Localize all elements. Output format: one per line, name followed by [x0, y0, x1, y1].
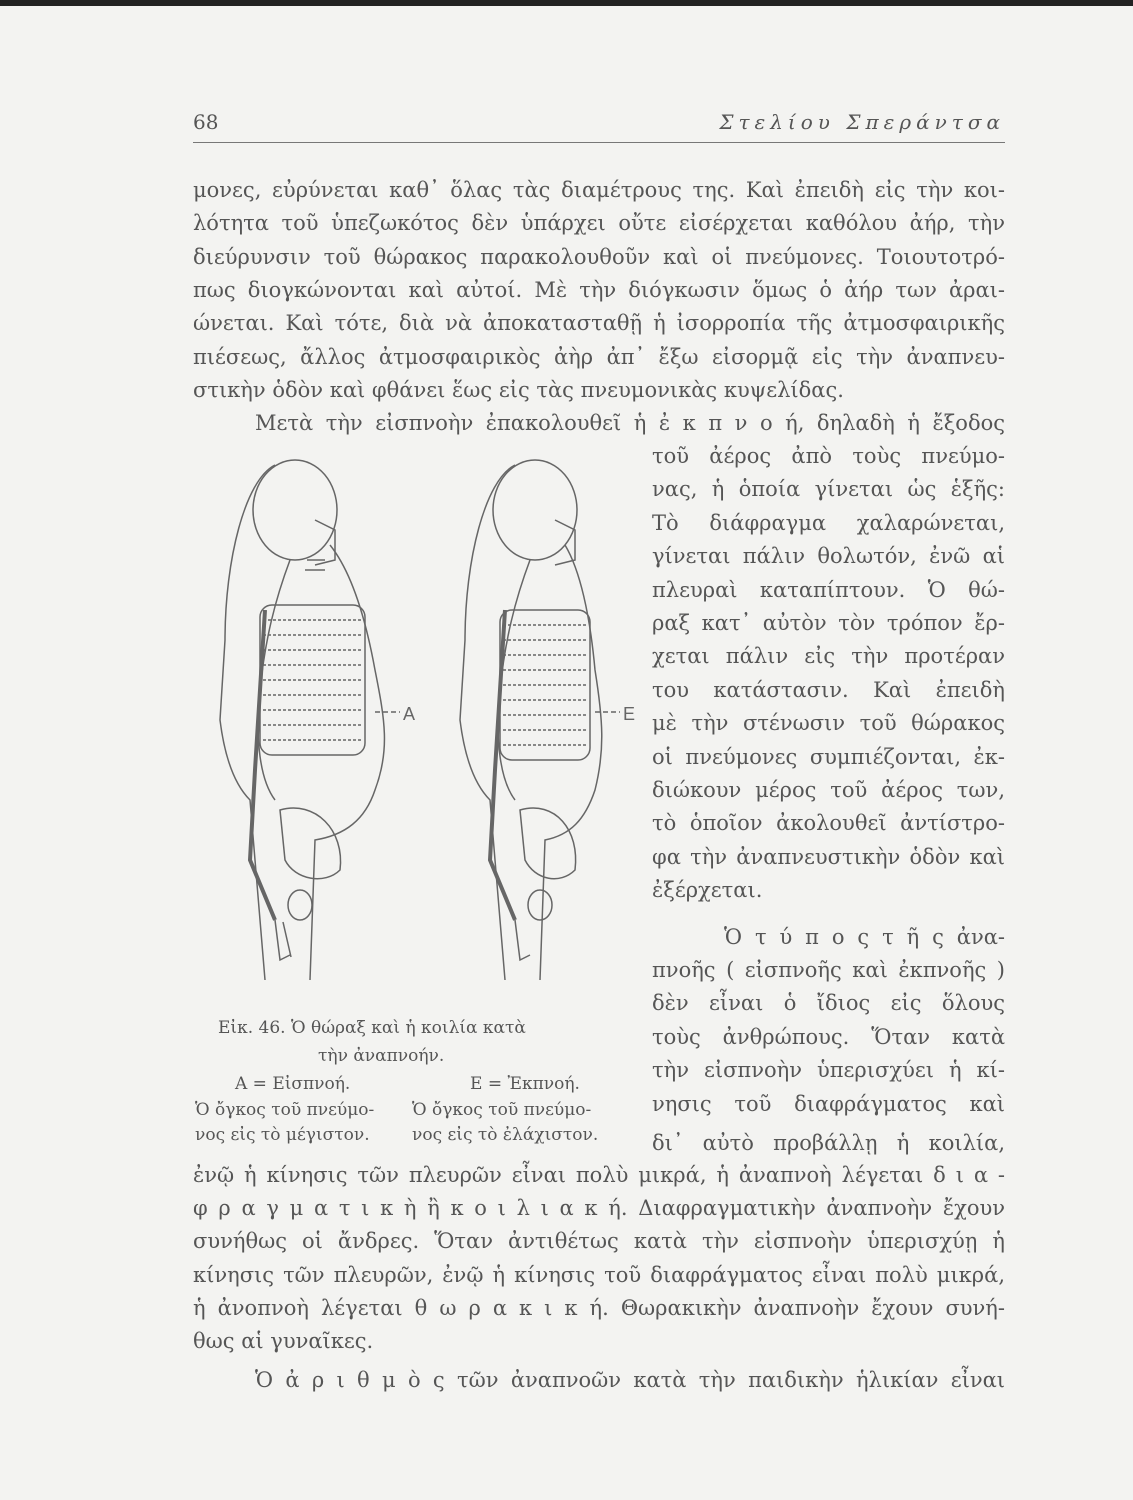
text-line: κίνησις τῶν πλευρῶν, ἐνῷ ἡ κίνησις τοῦ διαφράγματος εἶναι πολὺ μικρά, — [193, 1262, 1005, 1287]
text-line: δι᾽ αὐτὸ προβάλλῃ ἡ κοιλία, — [652, 1131, 1005, 1155]
text-line: ραξ κατ᾽ αὐτὸν τὸν τρόπον ἔρ- — [652, 611, 1005, 635]
text-line: λότητα τοῦ ὑπεζωκότος δὲν ὑπάρχει οὔτε εἰσέρχεται καθόλου ἀήρ, τὴν — [193, 211, 1005, 236]
text-line: χεται πάλιν εἰς τὴν προτέραν — [652, 644, 1005, 669]
figure-caption-cont: τὴν ἀναπνοήν. — [318, 1046, 445, 1066]
label-a: A — [403, 704, 416, 724]
text-line: ἡ ἀνοπνοὴ λέγεται θ ω ρ α κ ι κ ή. Θωρακικὴν ἀναπνοὴν ἔχουν συνή- — [193, 1295, 1005, 1320]
text-line: Τὸ διάφραγμα χαλαρώνεται, — [652, 510, 1005, 535]
text-line: φ ρ α γ μ α τ ι κ ὴ ἢ κ ο ι λ ι α κ ή. Διαφραγματικὴν ἀναπνοὴν ἔχουν — [193, 1196, 1005, 1221]
note-a-2: νος εἰς τὸ μέγιστον. — [195, 1125, 370, 1145]
ribcage-exhale — [500, 610, 590, 760]
text-line: νας, ἡ ὁποία γίνεται ὡς ἑξῆς: — [652, 477, 1005, 502]
skeleton-exhale — [460, 460, 620, 980]
running-header-author: Στελίου Σπεράντσα — [719, 110, 1005, 134]
note-a-1: Ὁ ὄγκος τοῦ πνεύμο- — [195, 1100, 375, 1120]
scan-edge — [0, 0, 1133, 6]
legend-e: Ε = Ἐκπνοή. — [470, 1074, 580, 1094]
text-line: διώκουν μέρος τοῦ ἀέρος των, — [652, 778, 1005, 802]
text-line: δὲν εἶναι ὁ ἴδιος εἰς ὅλους — [652, 991, 1005, 1016]
text-line: πιέσεως, ἄλλος ἀτμοσφαιρικὸς ἀὴρ ἀπ᾽ ἔξω εἰσορμᾷ εἰς τὴν ἀναπνευ- — [193, 344, 1005, 369]
text-line: νησις τοῦ διαφράγματος καὶ — [652, 1091, 1005, 1116]
text-line: Μετὰ τὴν εἰσπνοὴν ἐπακολουθεῖ ἡ ἐ κ π ν ο ή, δηλαδὴ ἡ ἔξοδος — [255, 411, 1005, 436]
text-line: πως διογκώνονται καὶ αὐτοί. Μὲ τὴν διόγκωσιν ὅμως ὁ ἀήρ των ἀραι- — [193, 277, 1005, 302]
text-line: στικὴν ὁδὸν καὶ φθάνει ἕως εἰς τὰς πνευμονικὰς κυψελίδας. — [193, 377, 844, 402]
text-line: ἐξέρχεται. — [652, 878, 763, 903]
text-line: μὲ τὴν στένωσιν τοῦ θώρακος — [652, 711, 1005, 736]
page-number: 68 — [193, 110, 219, 134]
text-line: πνοῆς ( εἰσπνοῆς καὶ ἐκπνοῆς ) — [652, 958, 1005, 982]
note-e-1: Ὁ ὄγκος τοῦ πνεύμο- — [412, 1100, 592, 1120]
text-line: διεύρυνσιν τοῦ θώρακος παρακολουθοῦν καὶ οἱ πνεύμονες. Τοιουτοτρό- — [193, 244, 1005, 269]
text-line: γίνεται πάλιν θολωτόν, ἐνῶ αἱ — [652, 544, 1005, 569]
text-line: ώνεται. Καὶ τότε, διὰ νὰ ἀποκατασταθῇ ἡ ἰσορροπία τῆς ἀτμοσφαιρικῆς — [193, 311, 1005, 336]
text-line: συνήθως οἱ ἄνδρες. Ὅταν ἀντιθέτως κατὰ τὴν εἰσπνοὴν ὑπερισχύῃ ἡ — [193, 1229, 1005, 1254]
skeleton-inhale — [220, 460, 400, 980]
text-line: τοῦ ἀέρος ἀπὸ τοὺς πνεύμο- — [652, 444, 1005, 468]
text-line: τὴν εἰσπνοὴν ὑπερισχύει ἡ κί- — [652, 1058, 1005, 1083]
text-line: οἱ πνεύμονες συμπιέζονται, ἐκ- — [652, 744, 1005, 769]
text-line: θως αἱ γυναῖκες. — [193, 1329, 374, 1353]
text-line: μονες, εὐρύνεται καθ᾽ ὅλας τὰς διαμέτρους της. Καὶ ἐπειδὴ εἰς τὴν κοι- — [193, 178, 1005, 202]
label-e: E — [623, 704, 636, 724]
text-line: φα τὴν ἀναπνευστικὴν ὁδὸν καὶ — [652, 844, 1005, 869]
text-line: Ὁ τ ύ π ο ς τ ῆ ς ἀνα- — [724, 924, 1005, 949]
text-line: Ὁ ἀ ρ ι θ μ ὸ ς τῶν ἀναπνοῶν κατὰ τὴν παιδικὴν ἡλικίαν εἶναι — [255, 1368, 1005, 1393]
legend-a: Α = Εἰσπνοή. — [235, 1074, 351, 1094]
figure-caption: Εἰκ. 46. Ὁ θώραξ καὶ ἡ κοιλία κατὰ — [218, 1018, 526, 1038]
ribcage-inhale — [260, 605, 365, 755]
note-e-2: νος εἰς τὸ ἐλάχιστον. — [412, 1125, 599, 1145]
header-rule — [193, 142, 1005, 143]
text-line: τὸ ὁποῖον ἀκολουθεῖ ἀντίστρο- — [652, 811, 1005, 836]
text-line: τοὺς ἀνθρώπους. Ὅταν κατὰ — [652, 1024, 1005, 1049]
text-line: ἐνῷ ἡ κίνησις τῶν πλευρῶν εἶναι πολὺ μικρά, ἡ ἀναπνοὴ λέγεται δ ι α - — [193, 1163, 1005, 1187]
text-line: πλευραὶ καταπίπτουν. Ὁ θώ- — [652, 577, 1005, 602]
figure-skeletons — [205, 440, 645, 1010]
text-line: του κατάστασιν. Καὶ ἐπειδὴ — [652, 677, 1005, 702]
